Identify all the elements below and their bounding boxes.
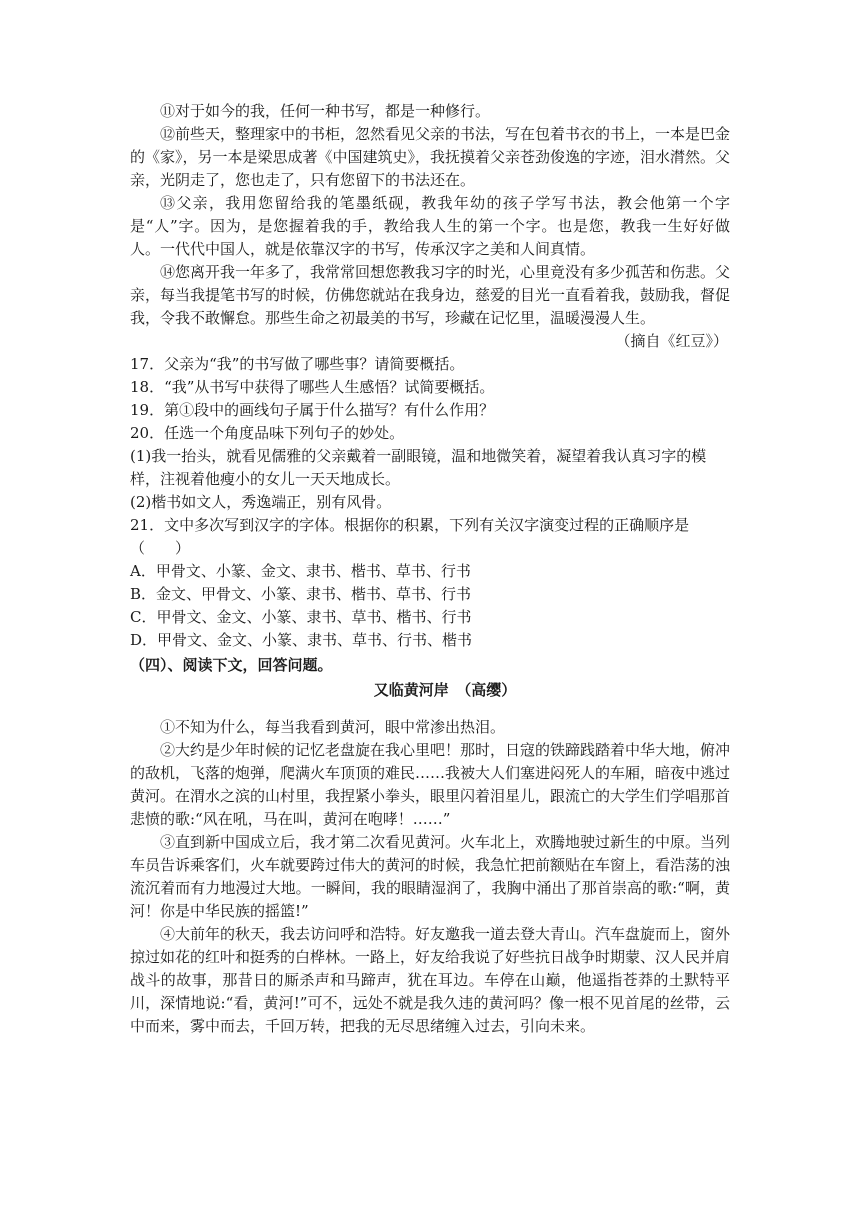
- paragraph-12: ⑫前些天，整理家中的书柜，忽然看见父亲的书法，写在包着书衣的书上，一本是巴金的《家》，另一本是梁思成著《中国建筑史》，我抚摸着父亲苍劲俊逸的字迹，泪水潸然。父亲，光阴走了，您也走了，只有您留下的书法还在。: [130, 125, 731, 189]
- article-title: 又临黄河岸 （高缨）: [373, 681, 517, 699]
- reading-paragraph-4: ④大前年的秋天，我去访问呼和浩特。好友邀我一道去登大青山。汽车盘旋而上，窗外掠过如花的红叶和挺秀的白桦林。一路上，好友给我说了好些抗日战争时期蒙、汉人民并肩战斗的故事，那昔日的厮杀声和马蹄声，犹在耳边。车停在山巅，他遥指苍莽的土默特平川，深情地说:“看，黄河!”可不，远处不就是我久违的黄河吗？像一根不见首尾的丝带，云中而来，雾中而去，千回万转，把我的无尽思绪缠入过去，引向未来。: [130, 925, 731, 1035]
- option-b: B．金文、甲骨文、小篆、隶书、楷书、草书、行书: [130, 585, 472, 603]
- option-d: D．甲骨文、金文、小篆、隶书、草书、行书、楷书: [130, 631, 473, 649]
- reading-paragraph-1: ①不知为什么，每当我看到黄河，眼中常渗出热泪。: [160, 718, 506, 736]
- question-20-sentence-2: (2)楷书如文人，秀逸端正，别有风骨。: [130, 493, 392, 511]
- question-21: 21．文中多次写到汉字的字体。根据你的积累，下列有关汉字演变过程的正确顺序是（ ）: [130, 516, 690, 557]
- reading-paragraph-2: ②大约是少年时候的记忆老盘旋在我心里吧！那时，日寇的铁蹄践踏着中华大地，俯冲的敌机，飞落的炮弹，爬满火车顶顶的难民……我被大人们塞进闷死人的车厢，暗夜中逃过黄河。在渭水之滨的山村里，我捏紧小拳头，眼里闪着泪星儿，跟流亡的大学生们学唱那首悲愤的歌:“风在吼，马在叫，黄河在咆哮！……”: [130, 741, 731, 828]
- paragraph-14: ⑭您离开我一年多了，我常常回想您教我习字的时光，心里竟没有多少孤苦和伤悲。父亲，每当我提笔书写的时候，仿佛您就站在我身边，慈爱的目光一直看着我，鼓励我，督促我，令我不敢懈怠。那些生命之初最美的书写，珍藏在记忆里，温暖漫漫人生。: [130, 263, 731, 327]
- paragraph-13: ⑬父亲，我用您留给我的笔墨纸砚，教我年幼的孩子学写书法，教会他第一个字是“人”字。因为，是您握着我的手，教给我人生的第一个字。也是您，教我一生好好做人。一代代中国人，就是依靠汉字的书写，传承汉字之美和人间真情。: [130, 194, 730, 258]
- paragraph-11: ⑪对于如今的我，任何一种书写，都是一种修行。: [160, 102, 491, 120]
- question-20-sentence-1: (1)我一抬头，就看见儒雅的父亲戴着一副眼镜，温和地微笑着，凝望着我认真习字的模样，注视着他瘦小的女儿一天天地成长。: [130, 447, 707, 488]
- source-citation: （摘自《红豆》）: [615, 332, 728, 350]
- question-18: 18．“我”从书写中获得了哪些人生感悟？试简要概括。: [130, 378, 495, 396]
- option-c: C．甲骨文、金文、小篆、隶书、草书、楷书、行书: [130, 608, 472, 626]
- question-17: 17．父亲为“我”的书写做了哪些事？请简要概括。: [130, 355, 465, 373]
- section-heading: （四）、阅读下文，回答问题。: [130, 656, 333, 674]
- question-20: 20．任选一个角度品味下列句子的妙处。: [130, 424, 405, 442]
- question-19: 19．第①段中的画线句子属于什么描写？有什么作用？: [130, 401, 495, 419]
- option-a: A．甲骨文、小篆、金文、隶书、楷书、草书、行书: [130, 562, 471, 580]
- document-page: [130, 96, 730, 1038]
- reading-paragraph-3: ③直到新中国成立后，我才第二次看见黄河。火车北上，欢腾地驶过新生的中原。当列车员告诉乘客们，火车就要跨过伟大的黄河的时候，我急忙把前额贴在车窗上，看浩荡的浊流沉着而有力地漫过大地。一瞬间，我的眼睛湿润了，我胸中涌出了那首崇高的歌:“啊，黄河！你是中华民族的摇篮!”: [130, 833, 731, 920]
